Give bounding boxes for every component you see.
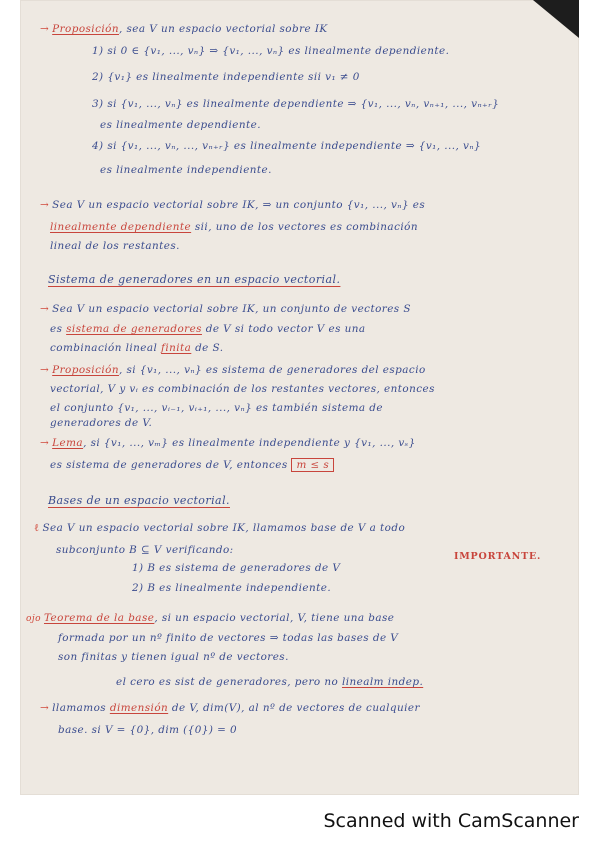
note-line [26, 612, 394, 626]
note-text: 2) B es linealmente independiente. [132, 582, 332, 594]
note-line [116, 676, 423, 689]
camscanner-watermark: Scanned with CamScanner [323, 810, 579, 832]
note-line [50, 342, 223, 355]
note-text: 1) si 0 ∈ {v₁, ..., vₙ} ⇒ {v₁, ..., vₙ} es linealmente dependiente. [92, 45, 450, 57]
arrow-icon: → [40, 23, 50, 35]
note-line [92, 98, 499, 111]
arrow-icon: → [40, 199, 50, 211]
note-line [50, 402, 383, 415]
note-line [40, 199, 425, 212]
note-lead: finita [161, 342, 192, 354]
note-line [50, 417, 152, 430]
note-text: de V si todo vector V es una [201, 323, 366, 335]
note-line [92, 140, 481, 153]
note-line [50, 240, 180, 253]
note-line [50, 221, 418, 234]
note-lead: Teorema de la base [43, 612, 155, 624]
margin-mark-icon: ℓ [34, 522, 40, 534]
arrow-icon: → [40, 303, 50, 315]
note-line [132, 562, 340, 575]
note-text: es sistema de generadores de V, entonces [50, 459, 292, 471]
note-text: base. si V = {0}, dim ({0}) = 0 [58, 724, 238, 736]
arrow-icon: → [40, 364, 50, 376]
note-text: , sea V un espacio vectorial sobre IK [118, 23, 328, 35]
note-line [58, 632, 398, 645]
note-line [56, 544, 234, 557]
note-line [40, 702, 420, 715]
note-text: , si {v₁, ..., vₘ} es linealmente independiente y {v₁, ..., vₛ} [83, 437, 416, 449]
note-text: Sea V un espacio vectorial sobre IK, un conjunto de vectores S [52, 303, 411, 315]
note-text: Sea V un espacio vectorial sobre IK, llamamos base de V a todo [42, 522, 406, 534]
note-line [50, 383, 435, 396]
note-lead: Proposición [52, 23, 119, 35]
note-line [132, 582, 331, 595]
note-line [50, 323, 366, 336]
note-line [40, 437, 416, 450]
note-line [58, 651, 289, 664]
arrow-icon: → [40, 702, 50, 714]
note-text: 3) si {v₁, ..., vₙ} es linealmente dependiente ⇒ {v₁, ..., vₙ, vₙ₊₁, ..., vₙ₊ᵣ} [92, 98, 500, 110]
note-lead: Proposición [52, 364, 119, 376]
note-text: , si un espacio vectorial, V, tiene una base [154, 612, 395, 624]
note-line [40, 364, 426, 377]
note-line [58, 724, 237, 737]
note-text: es [50, 323, 67, 335]
note-text: , si {v₁, ..., vₙ} es sistema de generadores del espacio [118, 364, 426, 376]
note-line [100, 164, 272, 177]
note-text: vectorial, V y vᵢ es combinación de los restantes vectores, entonces [50, 383, 435, 395]
note-line [40, 23, 328, 36]
note-line [92, 71, 360, 84]
note-text: llamamos [52, 702, 110, 714]
note-lead: dimensión [109, 702, 169, 714]
note-text: 4) si {v₁, ..., vₙ, ..., vₙ₊ᵣ} es linealmente independiente ⇒ {v₁, ..., vₙ} [92, 140, 482, 152]
note-line [50, 459, 334, 472]
boxed-inequality: m ≤ s [291, 458, 334, 472]
note-text: generadores de V. [50, 417, 153, 429]
note-text: subconjunto B ⊆ V verificando: [56, 544, 234, 556]
scanned-page [20, 0, 579, 795]
note-text: sii, uno de los vectores es combinación [191, 221, 418, 233]
note-text: combinación lineal [50, 342, 162, 354]
note-line [100, 119, 261, 132]
note-text: el cero es sist de generadores, pero no [116, 676, 342, 688]
note-text: es linealmente dependiente. [100, 119, 261, 131]
note-text: es linealmente independiente. [100, 164, 272, 176]
note-line [34, 522, 405, 535]
important-note: IMPORTANTE. [454, 551, 542, 562]
section-heading: Sistema de generadores en un espacio vectorial. [48, 273, 341, 286]
note-lead: sistema de generadores [66, 323, 202, 335]
section-heading: Bases de un espacio vectorial. [48, 494, 230, 507]
note-text: Sea V un espacio vectorial sobre IK, ⇒ un conjunto {v₁, ..., vₙ} es [52, 199, 426, 211]
note-text: 1) B es sistema de generadores de V [132, 562, 341, 574]
note-text: lineal de los restantes. [50, 240, 180, 252]
note-text: de V, dim(V), al nº de vectores de cualquier [168, 702, 420, 714]
note-line [40, 303, 411, 316]
note-line [92, 45, 449, 58]
note-text: el conjunto {v₁, ..., vᵢ₋₁, vᵢ₊₁, ..., vₙ} es también sistema de [50, 402, 383, 414]
note-text: de S. [191, 342, 224, 354]
note-text: 2) {v₁} es linealmente independiente sii v₁ ≠ 0 [92, 71, 360, 83]
margin-mark-icon: ojo [26, 614, 41, 624]
page-corner-shadow [533, 0, 579, 38]
note-text: son finitas y tienen igual nº de vectores. [58, 651, 289, 663]
note-text: formada por un nº finito de vectores ⇒ todas las bases de V [58, 632, 399, 644]
note-lead: linealmente dependiente [50, 221, 192, 233]
arrow-icon: → [40, 437, 50, 449]
note-lead: Lema [52, 437, 84, 449]
note-tail: linealm indep. [341, 676, 424, 688]
